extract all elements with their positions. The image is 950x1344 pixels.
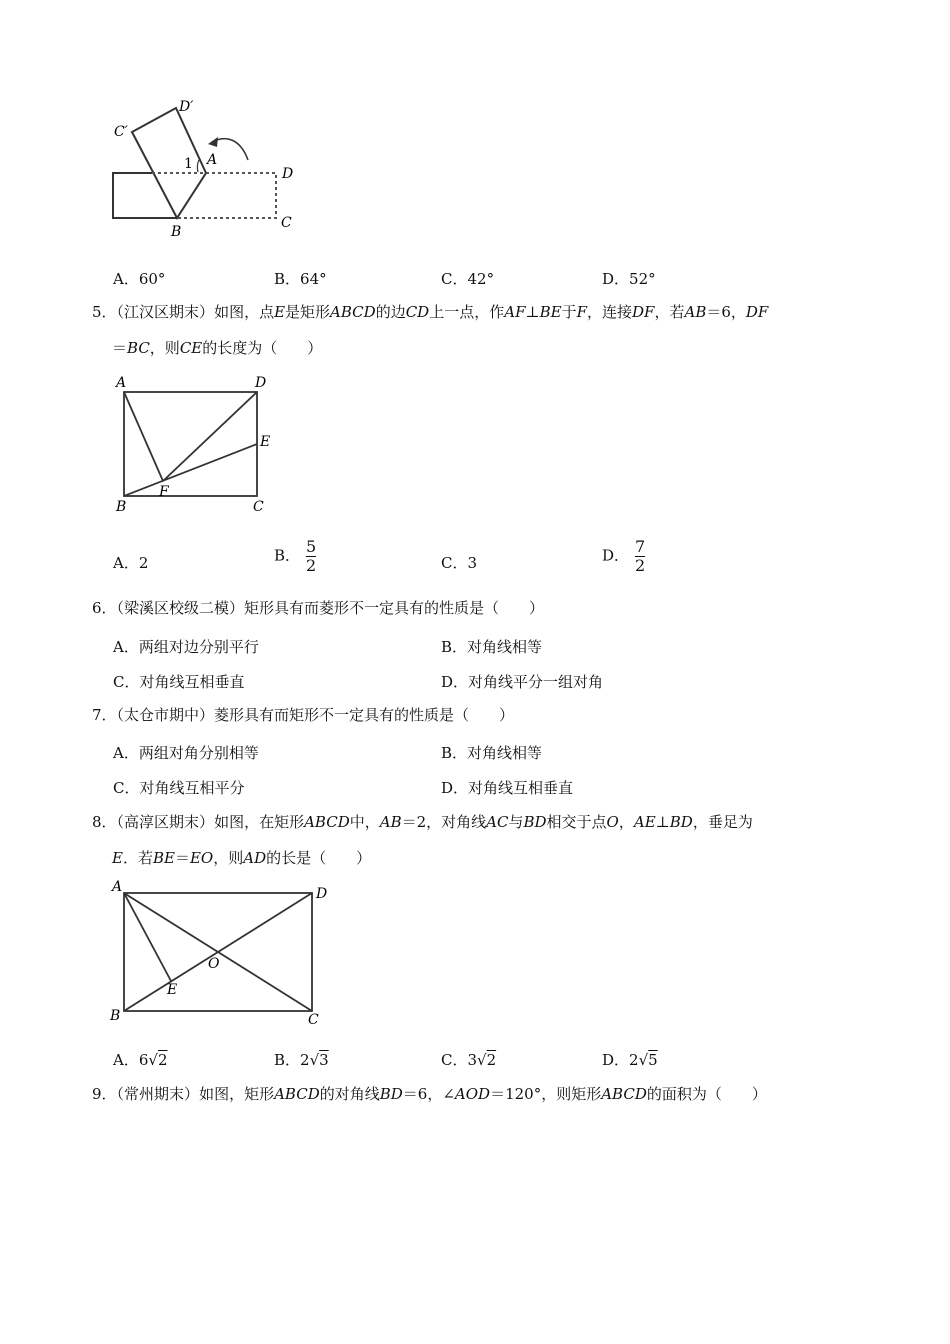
q6-option-a[interactable]: A．两组对边分别平行 xyxy=(113,638,259,656)
q4-label-d: D xyxy=(282,166,294,182)
q6-option-d[interactable]: D．对角线平分一组对角 xyxy=(441,673,604,691)
q4-arrowhead xyxy=(208,137,218,147)
q5-line-af xyxy=(124,392,163,481)
q4-label-c-prime: C′ xyxy=(114,124,128,140)
q7-option-b[interactable]: B．对角线相等 xyxy=(441,744,543,762)
q6-option-b[interactable]: B．对角线相等 xyxy=(441,638,543,656)
q7-option-c[interactable]: C．对角线互相平分 xyxy=(113,779,245,797)
q4-label-c: C xyxy=(281,215,292,231)
q4-dotted-rect xyxy=(152,173,276,218)
q5-stem: 5．（江汉区期末）如图，点E是矩形ABCD的边CD上一点，作AF⊥BE于F，连接DF，若AB＝6，DF ＝BC，则CE的长度为（ ） xyxy=(92,303,769,357)
q5-line-fd xyxy=(163,392,257,481)
q8-label-e: E xyxy=(167,982,178,998)
sqrt-symbol: √ xyxy=(638,1051,649,1069)
q4-label-a: A xyxy=(207,152,218,168)
q5-option-c[interactable]: C．3 xyxy=(441,554,478,572)
q4-label-b: B xyxy=(171,224,182,240)
q8-stem: 8．（高淳区期末）如图，在矩形ABCD中，AB＝2，对角线AC与BD相交于点O，AE⊥BD，垂足为 E．若BE＝EO，则AD的长是（ ） xyxy=(92,813,753,867)
sqrt-symbol: √ xyxy=(148,1051,158,1069)
q5-figure xyxy=(110,370,280,520)
sqrt-symbol: √ xyxy=(309,1051,320,1069)
q5-label-d: D xyxy=(255,375,267,391)
q6-option-c[interactable]: C．对角线互相垂直 xyxy=(113,673,245,691)
q4-rect-left xyxy=(113,173,177,218)
q5-option-a[interactable]: A．2 xyxy=(113,554,149,572)
q7-stem: 7．（太仓市期中）菱形具有而矩形不一定具有的性质是（ ） xyxy=(92,706,515,724)
q5-rectangle xyxy=(124,392,257,496)
q5-option-b[interactable]: B． $\frac{5}{2}$ xyxy=(274,537,317,575)
q5-label-b: B xyxy=(116,499,127,515)
q5-label-e: E xyxy=(260,434,271,450)
q4-option-d[interactable]: D．52° xyxy=(602,270,656,288)
sqrt-symbol: √ xyxy=(477,1051,487,1069)
q8-option-a[interactable]: A．6√2 xyxy=(113,1051,168,1069)
q6-stem: 6．（梁溪区校级二模）矩形具有而菱形不一定具有的性质是（ ） xyxy=(92,599,545,617)
q8-figure xyxy=(106,876,336,1031)
fraction: $\frac{7}{2}$ xyxy=(635,537,646,575)
q4-angle1-arc xyxy=(197,160,199,172)
q8-option-d[interactable]: D．2√5 xyxy=(602,1051,658,1069)
q8-label-c: C xyxy=(308,1012,319,1028)
q7-option-a[interactable]: A．两组对角分别相等 xyxy=(113,744,259,762)
q8-label-b: B xyxy=(110,1008,121,1024)
q5-label-a: A xyxy=(116,375,127,391)
q5-line-be xyxy=(124,444,257,496)
q4-option-b[interactable]: B．64° xyxy=(274,270,327,288)
fraction: $\frac{5}{2}$ xyxy=(306,537,317,575)
q4-figure xyxy=(100,90,320,245)
q5-label-c: C xyxy=(253,499,264,515)
q4-folded-quad xyxy=(132,108,206,218)
q4-option-c[interactable]: C．42° xyxy=(441,270,495,288)
q8-option-c[interactable]: C．3√2 xyxy=(441,1051,497,1069)
q4-label-d-prime: D′ xyxy=(179,99,194,115)
q7-option-d[interactable]: D．对角线互相垂直 xyxy=(441,779,574,797)
q9-stem: 9．（常州期末）如图，矩形ABCD的对角线BD＝6，∠AOD＝120°，则矩形ABCD的面积为（ ） xyxy=(92,1085,767,1103)
q5-option-d[interactable]: D． $\frac{7}{2}$ xyxy=(602,537,646,575)
q4-label-angle1: 1 xyxy=(184,156,193,172)
q8-line-ae xyxy=(124,893,171,981)
q5-label-f: F xyxy=(159,484,169,500)
q8-label-a: A xyxy=(112,879,123,895)
q8-label-o: O xyxy=(208,956,220,972)
q4-option-a[interactable]: A．60° xyxy=(113,270,166,288)
q8-label-d: D xyxy=(316,886,328,902)
q8-option-b[interactable]: B．2√3 xyxy=(274,1051,329,1069)
